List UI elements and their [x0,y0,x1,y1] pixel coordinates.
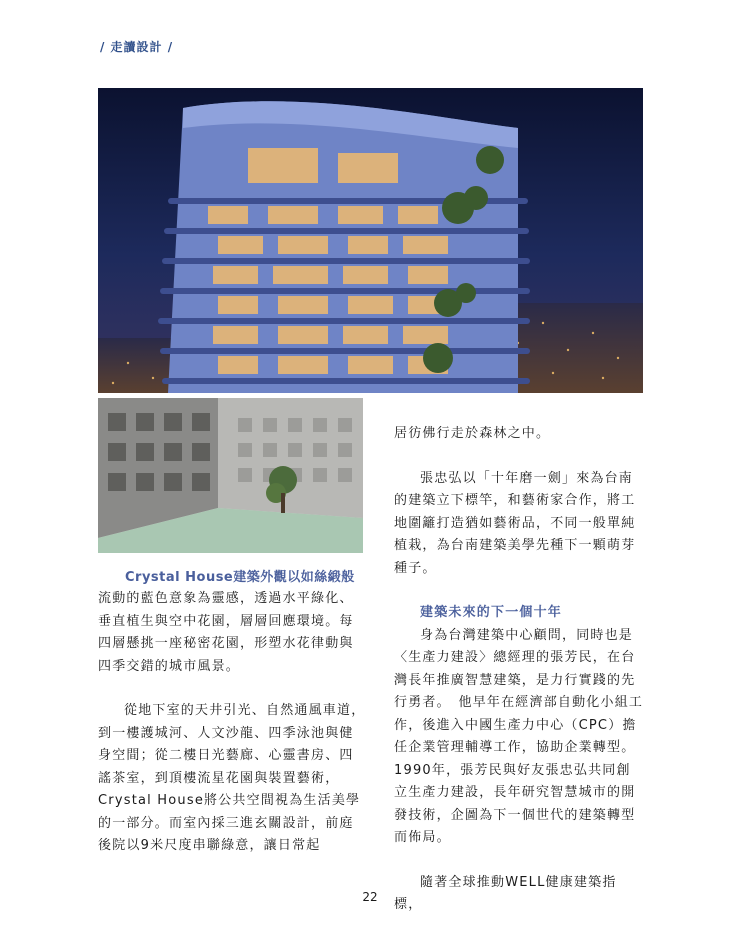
left-paragraph-1: 流動的藍色意象為靈感，透過水平綠化、垂直植生與空中花園，層層回應環境。每四層懸挑一座秘密花園，形塑水花律動與四季交錯的城市風景。 [98,591,354,674]
right-paragraph-2: 身為台灣建築中心顧問，同時也是〈生產力建設〉總經理的張芳民，在台灣長年推廣智慧建築，是力行實踐的先行勇者。 他早年在經濟部自動化小組工作，後進入中國生產力中心（CPC）擔任企業管理輔導工作，協助企業轉型。 1990年，張芳民與好友張忠弘共同創立生產力建設，長年研究智慧城市的開發技術，企圖為下一個世代的建築轉型而佈局。 [394,627,644,845]
section-subheading: 建築未來的下一個十年 [420,605,563,620]
photo-caption: Crystal House建築外觀以如絲緞般 [125,570,355,585]
right-paragraph-3: 隨著全球推動WELL健康建築指標， [394,874,617,912]
interior-atrium-photo [98,398,363,553]
right-column [394,423,644,917]
page-number: 22 [362,890,378,904]
right-paragraph-1: 張忠弘以「十年磨一劍」來為台南的建築立下標竿，和藝術家合作，將工地圍籬打造猶如藝術品，不同一般單純植栽，為台南建築美學先種下一顆萌芽種子。 [394,470,636,576]
building-exterior-photo [98,88,643,393]
left-column [98,588,366,858]
right-paragraph-0: 居彷佛行走於森林之中。 [394,426,551,441]
left-paragraph-2: 從地下室的天井引光、自然通風車道，到一樓護城河、人文沙龍、四季泳池與健身空間；從二樓日光藝廊、心靈書房、四謠茶室，到頂樓流星花園與裝置藝術，Crystal House將公共空間視為生活美學的一部分。而室內採三進玄關設計，前庭後院以9米尺度串聯綠意，讓日常起 [98,703,366,853]
section-header: / 走讀設計 / [100,40,174,54]
